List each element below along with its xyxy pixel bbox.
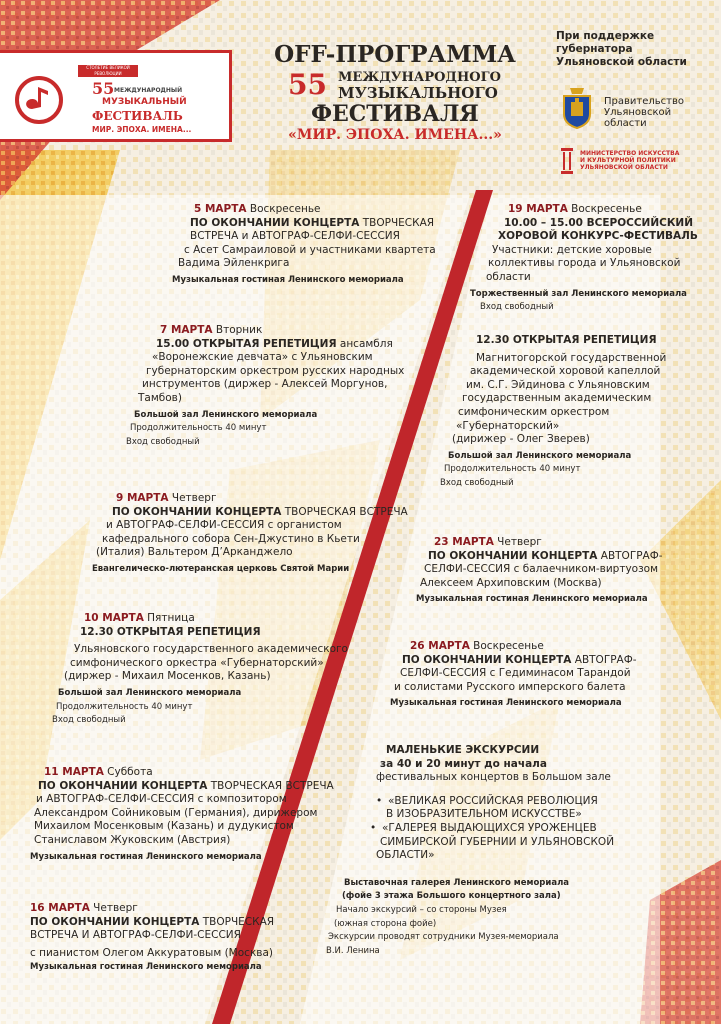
event-heading: ПО ОКОНЧАНИИ КОНЦЕРТА xyxy=(30,915,200,928)
list-item xyxy=(386,808,614,822)
excursion-title: ОБЛАСТИ» xyxy=(376,849,435,862)
event-date: 10 МАРТА xyxy=(84,612,144,624)
event-line: (диржер - Михаил Мосенков, Казань) xyxy=(64,670,271,683)
event-line: коллективы города и Ульяновской xyxy=(488,257,681,270)
event-date: 7 МАРТА xyxy=(160,324,213,336)
support-line-3: Ульяновской области xyxy=(556,56,687,68)
title-number: 55 xyxy=(288,68,327,101)
event-line: Алексеем Архиповским (Москва) xyxy=(420,576,602,589)
event-date: 5 МАРТА xyxy=(194,203,247,215)
event-day: Пятница xyxy=(143,612,195,624)
event-line: Участники: детские хоровые xyxy=(492,243,652,256)
event-day: Воскресенье xyxy=(567,203,642,215)
event-line: (Италия) Вальтером Д’Арканджело xyxy=(96,546,293,559)
event-venue: Большой зал Ленинского мемориала xyxy=(448,450,632,461)
event-line: Ульяновского государственного академического xyxy=(74,643,348,656)
event-heading: ПО ОКОНЧАНИИ КОНЦЕРТА xyxy=(428,549,598,562)
event-line: АВТОГРАФ- xyxy=(597,549,663,562)
excursion-title: В ИЗОБРАЗИТЕЛЬНОМ ИСКУССТВЕ» xyxy=(386,808,582,821)
ministry-line-3: УЛЬЯНОВСКОЙ ОБЛАСТИ xyxy=(580,164,668,171)
gov-line-2: Ульяновской xyxy=(604,107,672,118)
event-venue: Музыкальная гостиная Ленинского мемориала xyxy=(416,594,648,605)
event-date: 16 МАРТА xyxy=(30,902,90,914)
event-heading: ХОРОВОЙ КОНКУРС-ФЕСТИВАЛЬ xyxy=(498,230,698,243)
event-venue: Торжественный зал Ленинского мемориала xyxy=(470,288,687,299)
event-heading: ПО ОКОНЧАНИИ КОНЦЕРТА xyxy=(190,216,360,229)
logo-small-text: СТОЛЕТИЕ ВЕЛИКОЙ РЕВОЛЮЦИИ xyxy=(78,65,138,77)
event-line: (дирижер - Олег Зверев) xyxy=(452,433,590,446)
event-heading: ПО ОКОНЧАНИИ КОНЦЕРТА xyxy=(402,653,572,666)
excursions-note: В.И. Ленина xyxy=(326,945,380,956)
event-line: ТВОРЧЕСКАЯ xyxy=(359,216,435,229)
event-line: и АВТОГРАФ-СЕЛФИ-СЕССИЯ с органистом xyxy=(106,519,342,532)
festival-logo xyxy=(0,50,232,142)
event-duration: Продолжительность 40 минут xyxy=(444,464,581,475)
event-line: «Губернаторский» xyxy=(456,419,560,432)
gov-line-1: Правительство xyxy=(604,96,684,107)
event-date: 26 МАРТА xyxy=(410,640,470,652)
title-line-3: МУЗЫКАЛЬНОГО xyxy=(338,84,498,102)
event-march-5 xyxy=(168,203,436,288)
event-day: Воскресенье xyxy=(246,203,321,215)
ministry-line-2: И КУЛЬТУРНОЙ ПОЛИТИКИ xyxy=(580,157,676,164)
event-duration: Продолжительность 40 минут xyxy=(130,423,267,434)
event-line: губернаторским оркестром русских народных xyxy=(146,364,405,377)
excursions-note: (южная сторона фойе) xyxy=(334,918,437,929)
ministry-column-icon xyxy=(560,147,574,175)
support-line-2: губернатора xyxy=(556,43,633,55)
excursions-line: фестивальных концертов в Большом зале xyxy=(376,771,611,784)
event-line: и солистами Русского имперского балета xyxy=(394,680,626,693)
event-heading: ПО ОКОНЧАНИИ КОНЦЕРТА xyxy=(112,505,282,518)
event-line: ВСТРЕЧА И АВТОГРАФ-СЕЛФИ-СЕССИЯ xyxy=(30,929,241,942)
event-line: Тамбов) xyxy=(138,391,182,404)
event-heading: 12.30 ОТКРЫТАЯ РЕПЕТИЦИЯ xyxy=(80,625,261,638)
event-line: с Асет Самраиловой и участниками квартета xyxy=(184,243,436,256)
event-line: ТВОРЧЕСКАЯ ВСТРЕЧА xyxy=(207,779,334,792)
event-line: СЕЛФИ-СЕССИЯ с Гедиминасом Тарандой xyxy=(400,667,631,680)
event-march-23 xyxy=(410,536,663,607)
event-line: Магнитогорской государственной xyxy=(476,351,667,364)
excursions-subheading: за 40 и 20 минут до начала xyxy=(380,757,547,770)
event-date: 9 МАРТА xyxy=(116,492,169,504)
government-label xyxy=(604,96,714,129)
excursions-heading: МАЛЕНЬКИЕ ЭКСКУРСИИ xyxy=(386,744,540,756)
logo-line-4: МИР. ЭПОХА. ИМЕНА... xyxy=(92,125,192,134)
gov-line-3: области xyxy=(604,118,647,129)
excursions-section xyxy=(326,744,615,958)
list-item xyxy=(388,795,614,809)
event-date: 23 МАРТА xyxy=(434,536,494,548)
event-march-19-rehearsal xyxy=(440,334,667,491)
event-line: с пианистом Олегом Аккуратовым (Москва) xyxy=(30,946,274,959)
event-line: АВТОГРАФ- xyxy=(571,653,637,666)
support-line-1: При поддержке xyxy=(556,30,655,42)
page-title xyxy=(260,42,530,144)
event-line: и АВТОГРАФ-СЕЛФИ-СЕССИЯ с композитором xyxy=(36,793,287,806)
excursions-venue: (фойе 3 этажа Большого концертного зала) xyxy=(342,891,561,902)
event-line: инструментов (диржер - Алексей Моргунов, xyxy=(142,378,388,391)
event-date: 19 МАРТА xyxy=(508,203,568,215)
event-venue: Музыкальная гостиная Ленинского мемориала xyxy=(172,274,404,285)
event-march-7 xyxy=(116,324,404,449)
event-venue: Евангелическо-лютеранская церковь Святой Марии xyxy=(92,563,350,574)
excursions-note: Начало экскурсий – со стороны Музея xyxy=(336,904,507,915)
event-line: симфоническим оркестром xyxy=(458,405,610,418)
event-march-16 xyxy=(30,902,274,975)
support-text xyxy=(556,30,687,69)
event-line: «Воронежские девчата» с Ульяновским xyxy=(152,351,373,364)
event-day: Четверг xyxy=(89,902,138,914)
ministry-label xyxy=(580,150,700,171)
event-line: ТВОРЧЕСКАЯ ВСТРЕЧА xyxy=(281,505,408,518)
event-venue: Музыкальная гостиная Ленинского мемориала xyxy=(390,698,622,709)
event-heading: 12.30 ОТКРЫТАЯ РЕПЕТИЦИЯ xyxy=(476,334,657,346)
excursions-note: Экскурсии проводят сотрудники Музея-мемориала xyxy=(328,932,559,943)
excursions-list xyxy=(356,795,614,863)
event-march-10 xyxy=(46,612,348,728)
logo-line-1: МЕЖДУНАРОДНЫЙ xyxy=(114,87,183,94)
excursion-title: «ВЕЛИКАЯ РОССИЙСКАЯ РЕВОЛЮЦИЯ xyxy=(388,794,598,807)
logo-number: 55 xyxy=(92,79,115,98)
event-line: государственным академическим xyxy=(462,392,652,405)
event-date: 11 МАРТА xyxy=(44,766,104,778)
event-line: кафедрального собора Сен-Джустино в Кьети xyxy=(102,532,360,545)
event-entry: Вход свободный xyxy=(440,477,514,488)
event-day: Воскресенье xyxy=(469,640,544,652)
event-march-11 xyxy=(30,766,334,864)
event-duration: Продолжительность 40 минут xyxy=(56,701,193,712)
logo-line-3: ФЕСТИВАЛЬ xyxy=(92,109,183,123)
event-entry: Вход свободный xyxy=(480,302,554,313)
title-line-1: OFF-ПРОГРАММА xyxy=(274,41,516,68)
event-line: СЕЛФИ-СЕССИЯ с балаечником-виртуозом xyxy=(424,563,659,576)
event-march-26 xyxy=(380,640,637,711)
ministry-line-1: МИНИСТЕРСТВО ИСКУССТВА xyxy=(580,150,680,157)
event-venue: Большой зал Ленинского мемориала xyxy=(58,687,242,698)
event-line: им. С.Г. Эйдинова с Ульяновским xyxy=(466,378,650,391)
event-venue: Музыкальная гостиная Ленинского мемориала xyxy=(30,851,262,862)
title-line-5: «МИР. ЭПОХА. ИМЕНА...» xyxy=(288,127,502,143)
music-note-icon xyxy=(14,75,64,125)
event-line: ансамбля xyxy=(336,337,393,350)
event-line: Станиславом Жуковским (Австрия) xyxy=(34,833,231,846)
event-day: Четверг xyxy=(168,492,217,504)
list-item xyxy=(380,836,614,850)
event-line: области xyxy=(486,270,531,283)
event-venue: Музыкальная гостиная Ленинского мемориала xyxy=(30,962,262,973)
event-day: Четверг xyxy=(493,536,542,548)
event-march-9 xyxy=(78,492,408,577)
event-entry: Вход свободный xyxy=(52,715,126,726)
event-line: Михаилом Мосенковым (Казань) и дудукистом xyxy=(34,820,294,833)
list-item xyxy=(382,822,614,836)
event-line: Александром Сойниковым (Германия), дирижером xyxy=(34,806,318,819)
excursion-title: СИМБИРСКОЙ ГУБЕРНИИ И УЛЬЯНОВСКОЙ xyxy=(380,835,615,848)
event-line: Вадима Эйленкрига xyxy=(178,257,290,270)
excursion-title: «ГАЛЕРЕЯ ВЫДАЮЩИХСЯ УРОЖЕНЦЕВ xyxy=(382,821,597,834)
coat-of-arms-icon xyxy=(560,86,594,130)
event-line: академической хоровой капеллой xyxy=(470,365,661,378)
event-line: ВСТРЕЧА и АВТОГРАФ-СЕЛФИ-СЕССИЯ xyxy=(190,230,400,243)
event-line: ТВОРЧЕСКАЯ xyxy=(199,915,275,928)
excursions-venue: Выставочная галерея Ленинского мемориала xyxy=(344,877,570,888)
logo-line-2: МУЗЫКАЛЬНЫЙ xyxy=(102,97,187,107)
event-heading: 10.00 – 15.00 ВСЕРОССИЙСКИЙ xyxy=(504,216,693,229)
event-heading: ПО ОКОНЧАНИИ КОНЦЕРТА xyxy=(38,779,208,792)
event-venue: Большой зал Ленинского мемориала xyxy=(134,409,318,420)
event-line: симфонического оркестра «Губернаторский» xyxy=(70,656,324,669)
event-entry: Вход свободный xyxy=(126,436,200,447)
title-line-4: ФЕСТИВАЛЯ xyxy=(311,101,479,127)
event-day: Суббота xyxy=(103,766,153,778)
event-heading: 15.00 ОТКРЫТАЯ РЕПЕТИЦИЯ xyxy=(156,337,337,350)
event-day: Вторник xyxy=(212,324,263,336)
list-item xyxy=(376,849,614,863)
title-line-2: МЕЖДУНАРОДНОГО xyxy=(338,70,501,85)
event-march-19 xyxy=(470,203,698,315)
